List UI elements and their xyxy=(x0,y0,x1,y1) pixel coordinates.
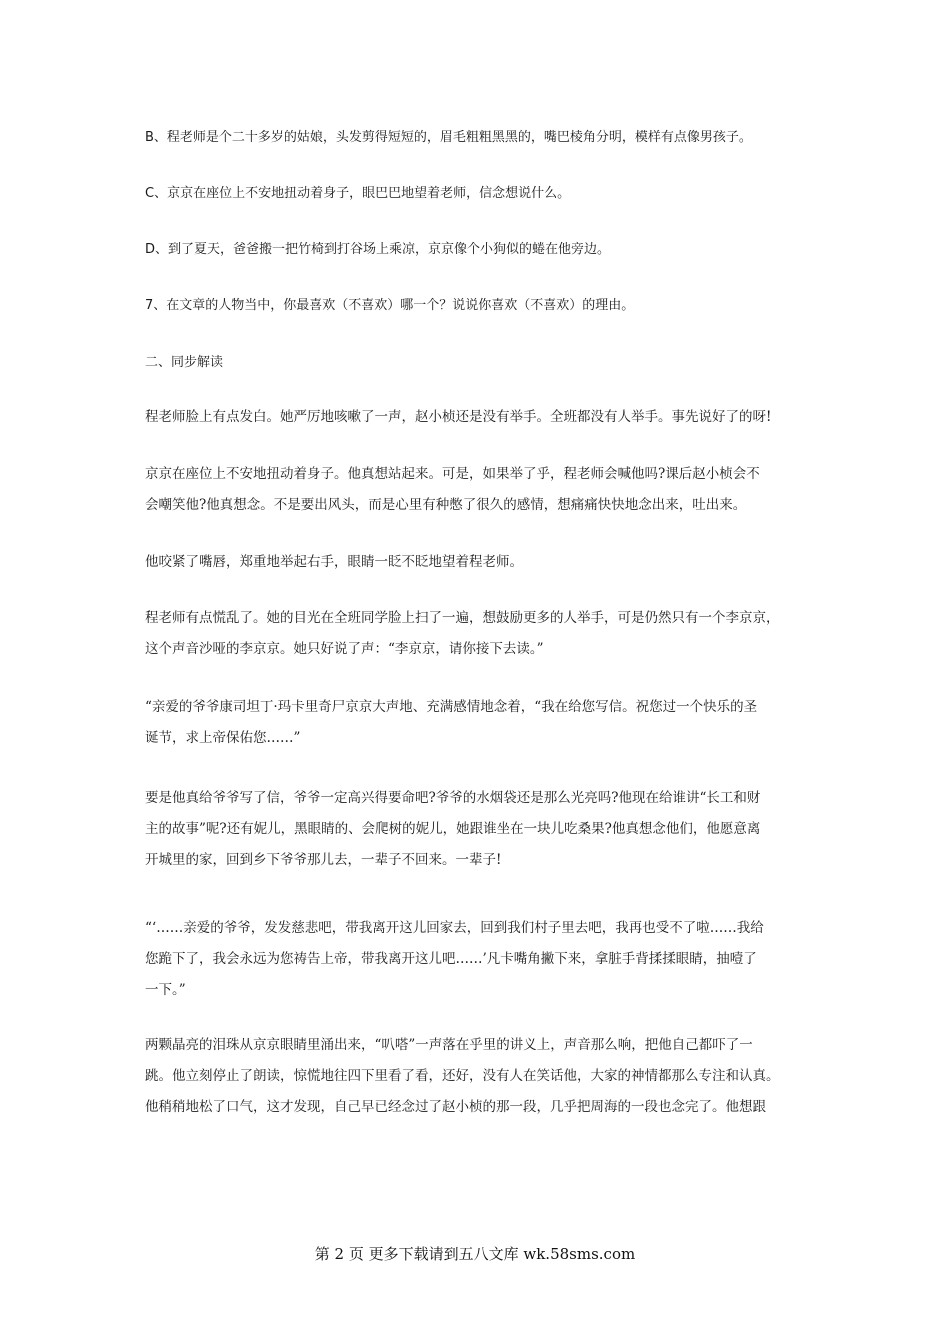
option-d: D、到了夏天，爸爸搬一把竹椅到打谷场上乘凉，京京像个小狗似的蜷在他旁边。 xyxy=(145,242,611,257)
paragraph-8: 两颗晶亮的泪珠从京京眼睛里涌出来，“叭嗒”一声落在乎里的讲义上，声音那么响，把他自己都吓了一 跳。他立刻停止了朗读，惊慌地往四下里看了看，还好，没有人在笑话他，大家的神情都那么专注和认真。 他稍稍地松了口气，这才发现，自己早已经念过了赵小桢的那一段，几乎把周海的一段也念完了。他想跟 xyxy=(145,1037,780,1115)
option-b: B、程老师是个二十多岁的姑娘，头发剪得短短的，眉毛粗粗黑黑的，嘴巴棱角分明，模样有点像男孩子。 xyxy=(145,130,752,145)
paragraph-1: 程老师脸上有点发白。她严厉地咳嗽了一声，赵小桢还是没有举手。全班都没有人举手。事先说好了的呀! xyxy=(145,409,772,425)
paragraph-7: “‘……亲爱的爷爷，发发慈悲吧，带我离开这儿回家去，回到我们村子里去吧，我再也受不了啦……我给 您跪下了，我会永远为您祷告上帝，带我离开这儿吧……’凡卡嘴角撇下来，拿脏手背揉揉眼睛，抽噎了 一下。” xyxy=(145,920,764,998)
paragraph-6: 要是他真给爷爷写了信，爷爷一定高兴得要命吧?爷爷的水烟袋还是那么光亮吗?他现在给谁讲“长工和财 主的故事”呢?还有妮儿，黑眼睛的、会爬树的妮儿，她跟谁坐在一块儿吃桑果?他真想念他们，他愿意离 开城里的家，回到乡下爷爷那儿去，一辈子不回来。一辈子! xyxy=(145,790,761,868)
page-footer: 第 2 页 更多下载请到五八文库 wk.58sms.com xyxy=(314,1245,636,1263)
question-7: 7、在文章的人物当中，你最喜欢（不喜欢）哪一个？说说你喜欢（不喜欢）的理由。 xyxy=(145,298,635,313)
paragraph-5: “亲爱的爷爷康司坦丁·玛卡里奇尸京京大声地、充满感情地念着，“我在给您写信。祝您过一个快乐的圣 诞节，求上帝保佑您……” xyxy=(145,699,758,746)
paragraph-4: 程老师有点慌乱了。她的目光在全班同学脸上扫了一遍，想鼓励更多的人举手，可是仍然只有一个李京京， 这个声音沙哑的李京京。她只好说了声：“李京京，请你接下去读。” xyxy=(145,610,780,657)
paragraph-2: 京京在座位上不安地扭动着身子。他真想站起来。可是，如果举了乎，程老师会喊他吗?课后赵小桢会不 会嘲笑他?他真想念。不是要出风头，而是心里有种憋了很久的感情，想痛痛快快地念出来，吐出来。 xyxy=(145,466,760,513)
section-heading: 二、同步解读 xyxy=(145,355,224,370)
option-c: C、京京在座位上不安地扭动着身子，眼巴巴地望着老师，信念想说什么。 xyxy=(145,186,571,201)
paragraph-3: 他咬紧了嘴唇，郑重地举起右手，眼睛一眨不眨地望着程老师。 xyxy=(145,554,523,570)
